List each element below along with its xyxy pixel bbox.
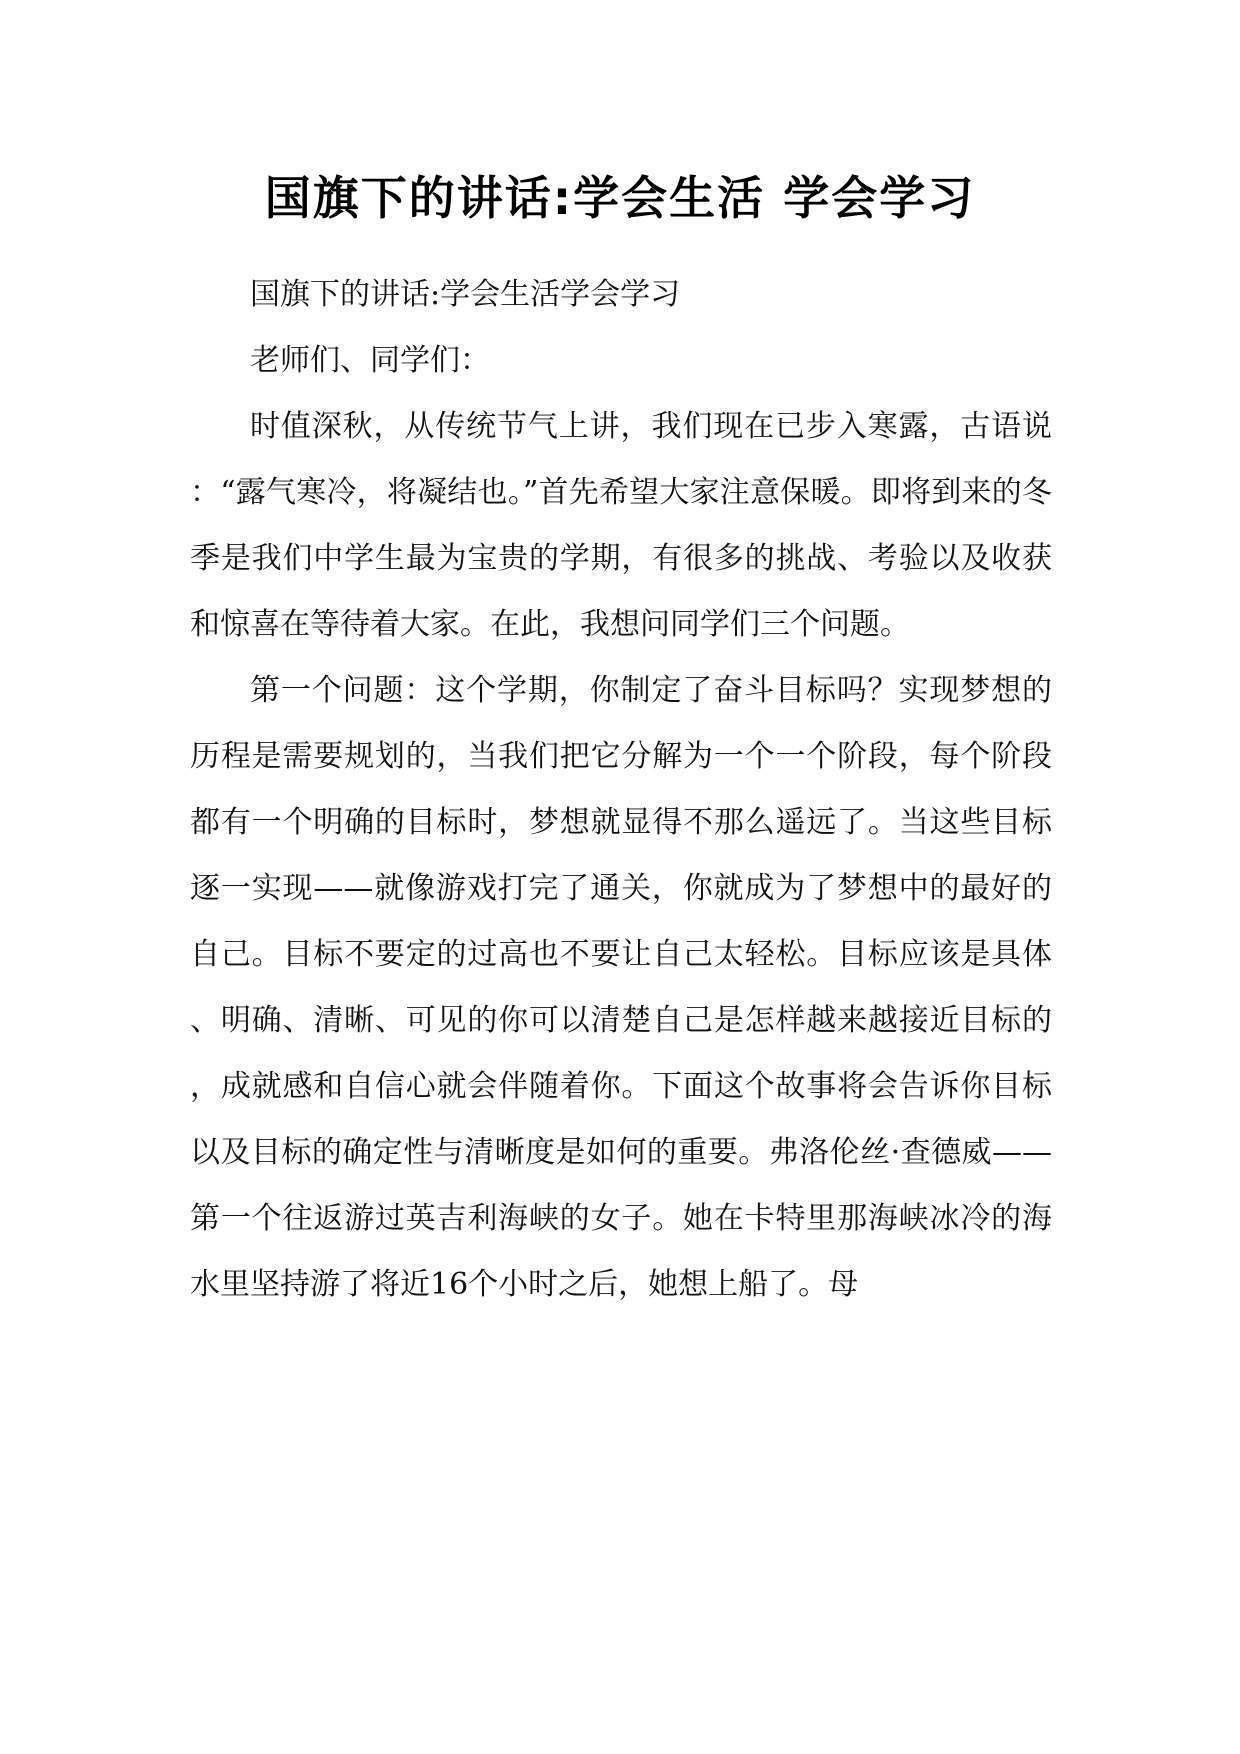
document-title: 国旗下的讲话:学会生活 学会学习: [264, 171, 976, 225]
paragraph-first-question: 第一个问题：这个学期，你制定了奋斗目标吗？实现梦想的历程是需要规划的，当我们把它分解为一个一个阶段，每个阶段都有一个明确的目标时，梦想就显得不那么遥远了。当这些目标逐一实现——就像游戏打完了通关，你就成为了梦想中的最好的自己。目标不要定的过高也不要让自己太轻松。目标应该是具体、明确、清晰、可见的你可以清楚自己是怎样越来越接近目标的，成就感和自信心就会伴随着你。下面这个故事将会告诉你目标以及目标的确定性与清晰度是如何的重要。弗洛伦丝·查德威——第一个往返游过英吉利海峡的女子。她在卡特里那海峡冰冷的海水里坚持游了将近16个小时之后，她想上船了。母: [190, 673, 1052, 1302]
paragraph-salutation: 老师们、同学们：: [250, 343, 490, 378]
paragraph-subtitle: 国旗下的讲话:学会生活学会学习: [250, 277, 681, 312]
paragraph-intro: 时值深秋，从传统节气上讲，我们现在已步入寒露，古语说：“露气寒冷，将凝结也。”首先希望大家注意保暖。即将到来的冬季是我们中学生最为宝贵的学期，有很多的挑战、考验以及收获和惊喜在等待着大家。在此，我想问同学们三个问题。: [190, 409, 1052, 642]
document-body: [190, 262, 1052, 1318]
